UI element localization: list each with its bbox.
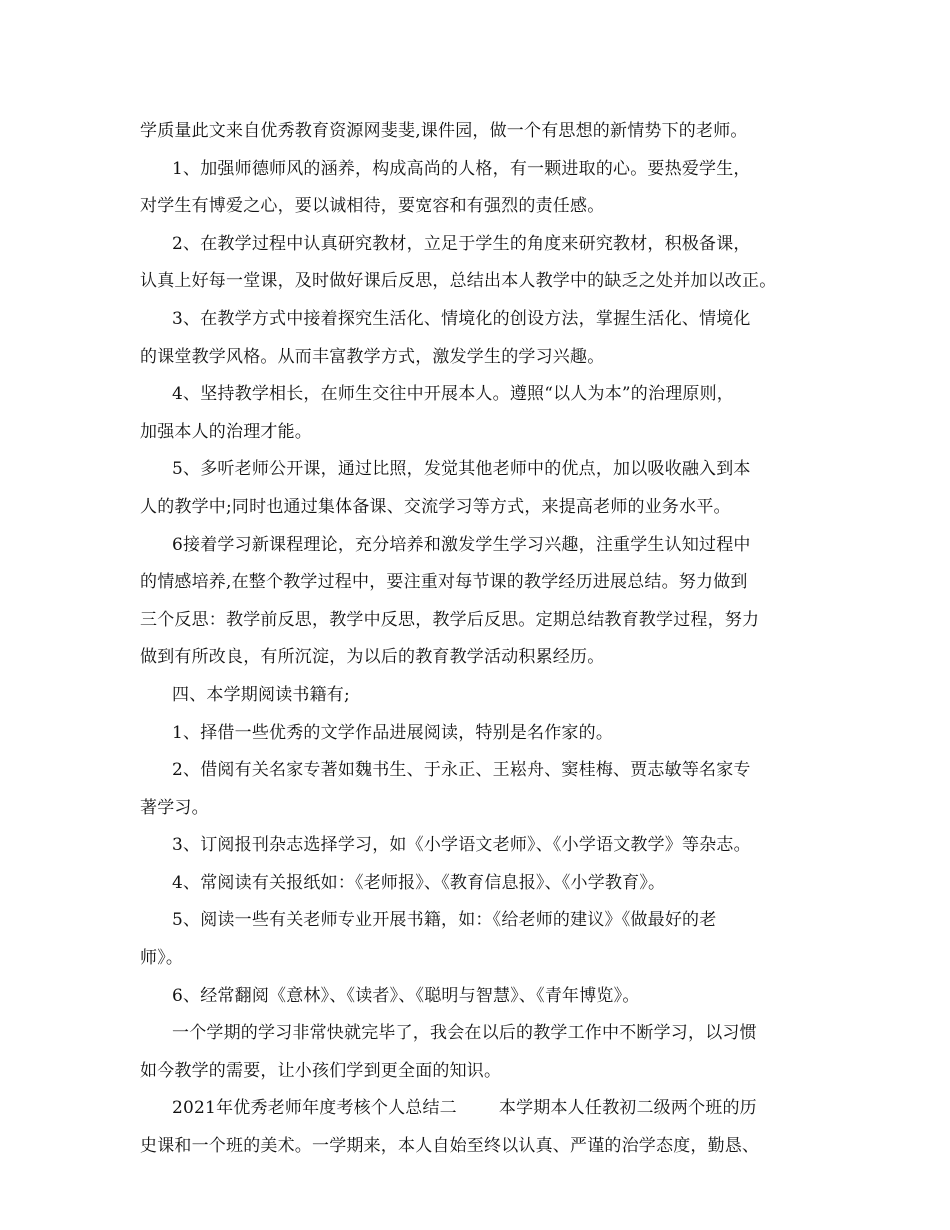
document-body	[140, 113, 830, 1166]
text-line: 5、多听老师公开课，通过比照，发觉其他老师中的优点，加以吸收融入到本	[172, 459, 751, 480]
text-line: 6、经常翻阅《意林》、《读者》、《聪明与智慧》、《青年博览》。	[172, 985, 640, 1006]
summary-title: 2021年优秀老师年度考核个人总结二	[172, 1098, 457, 1119]
text-span: 本学期本人任教初二级两个班的历	[498, 1098, 757, 1119]
text-line: 3、在教学方式中接着探究生活化、情境化的创设方法，掌握生活化、情境化	[172, 308, 751, 329]
text-line	[140, 1090, 830, 1128]
text-line: 史课和一个班的美术。一学期来，本人自始至终以认真、严谨的治学态度，勤恳、	[140, 1136, 760, 1157]
text-line: 一个学期的学习非常快就完毕了，我会在以后的教学工作中不断学习，以习惯	[172, 1023, 757, 1044]
text-line: 3、订阅报刊杂志选择学习，如《小学语文老师》、《小学语文教学》等杂志。	[172, 835, 751, 856]
text-line: 如今教学的需要，让小孩们学到更全面的知识。	[140, 1060, 502, 1081]
text-line: 认真上好每一堂课，及时做好课后反思，总结出本人教学中的缺乏之处并加以改正。	[140, 271, 777, 292]
text-line: 著学习。	[140, 797, 209, 818]
text-line: 人的教学中;同时也通过集体备课、交流学习等方式，来提高老师的业务水平。	[140, 496, 731, 517]
text-line: 三个反思：教学前反思，教学中反思，教学后反思。定期总结教育教学过程，努力	[140, 609, 760, 630]
text-line: 的情感培养,在整个教学过程中，要注重对每节课的教学经历进展总结。努力做到	[140, 572, 748, 593]
text-line: 做到有所改良，有所沉淀，为以后的教育教学活动积累经历。	[140, 647, 605, 668]
text-line: 学质量此文来自优秀教育资源网斐斐,课件园，做一个有思想的新情势下的老师。	[140, 121, 748, 141]
text-line: 1、加强师德师风的涵养，构成高尚的人格，有一颗进取的心。要热爱学生，	[172, 158, 751, 179]
text-line: 4、坚持教学相长，在师生交往中开展本人。遵照“以人为本”的治理原则，	[172, 384, 734, 405]
text-line: 2、在教学过程中认真研究教材，立足于学生的角度来研究教材，积极备课，	[172, 233, 751, 254]
text-line: 1、择借一些优秀的文学作品进展阅读，特别是名作家的。	[172, 722, 614, 743]
text-line: 4、常阅读有关报纸如：《老师报》、《教育信息报》、《小学教育》。	[172, 872, 666, 893]
text-line: 师》。	[140, 948, 184, 969]
text-line: 2、借阅有关名家专著如魏书生、于永正、王崧舟、窦桂梅、贾志敏等名家专	[172, 760, 751, 781]
text-line: 的课堂教学风格。从而丰富教学方式，激发学生的学习兴趣。	[140, 346, 605, 367]
section-heading: 四、本学期阅读书籍有;	[172, 684, 350, 705]
text-line: 加强本人的治理才能。	[140, 421, 312, 442]
text-line: 对学生有博爱之心，要以诚相待，要宽容和有强烈的责任感。	[140, 196, 605, 217]
text-line: 5、阅读一些有关老师专业开展书籍，如：《给老师的建议》《做最好的老	[172, 910, 717, 931]
text-line: 6接着学习新课程理论，充分培养和激发学生学习兴趣，注重学生认知过程中	[172, 534, 751, 555]
